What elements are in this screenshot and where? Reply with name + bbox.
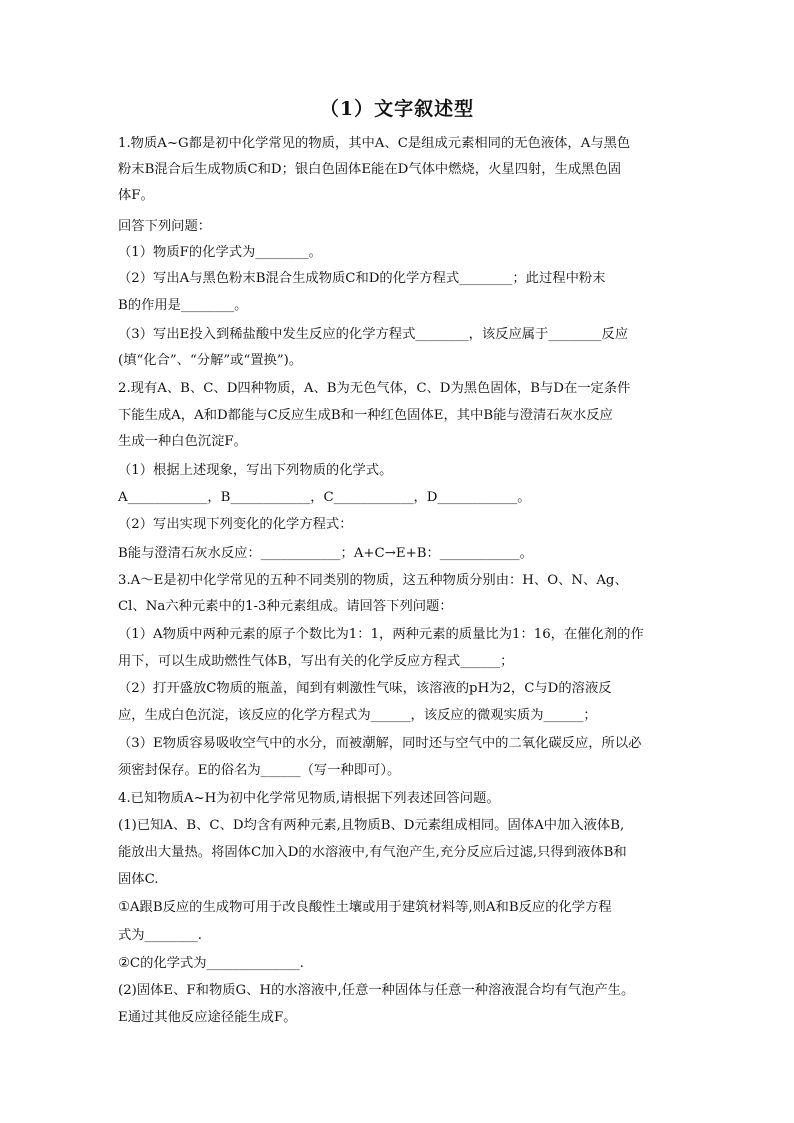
text-line: （3）写出E投入到稀盐酸中发生反应的化学方程式________，该反应属于________反应 (118, 327, 629, 342)
text-line: （2）写出实现下列变化的化学方程式： (118, 517, 353, 532)
text-line: 固体C. (118, 872, 159, 887)
text-line: 3.A～E是初中化学常见的五种不同类别的物质，这五种物质分别由：H、O、N、Ag、 (118, 573, 628, 588)
text-line: （2）打开盛放C物质的瓶盖，闻到有刺激性气味，该溶液的pH为2，C与D的溶液反 (118, 681, 612, 696)
text-line: （1）根据上述现象，写出下列物质的化学式。 (118, 463, 393, 478)
text-line: 粉末B混合后生成物质C和D；银白色固体E能在D气体中燃烧，火星四射，生成黑色固 (118, 162, 622, 177)
text-line: （3）E物质容易吸收空气中的水分，而被潮解，同时还与空气中的二氧化碳反应，所以必 (118, 736, 642, 751)
text-line: 须密封保存。E的俗名为______（写一种即可）。 (118, 763, 401, 778)
text-line: B的作用是________。 (118, 298, 248, 313)
text-line: E通过其他反应途径能生成F。 (118, 1010, 297, 1025)
text-line: （1）A物质中两种元素的原子个数比为1：1，两种元素的质量比为1：16，在催化剂的作 (118, 627, 644, 642)
text-line: 应，生成白色沉淀，该反应的化学方程式为______，该反应的微观实质为______； (118, 708, 597, 723)
text-line: (2)固体E、F和物质G、H的水溶液中,任意一种固体与任意一种溶液混合均有气泡产生。 (118, 983, 635, 998)
text-line: A____________，B____________，C____________，D____________。 (118, 490, 531, 505)
text-line: 能放出大量热。将固体C加入D的水溶液中,有气泡产生,充分反应后过滤,只得到液体B和 (118, 845, 627, 860)
text-line: 1.物质A~G都是初中化学常见的物质，其中A、C是组成元素相同的无色液体，A与黑色 (118, 136, 631, 151)
text-line: (填“化合”、“分解”或“置换”)。 (118, 353, 303, 368)
text-line: 生成一种白色沉淀F。 (118, 434, 247, 449)
text-line: ①A跟B反应的生成物可用于改良酸性土壤或用于建筑材料等,则A和B反应的化学方程 (118, 900, 612, 915)
text-line: 式为________. (118, 928, 203, 943)
text-line: (1)已知A、B、C、D均含有两种元素,且物质B、D元素组成相同。固体A中加入液体B, (118, 818, 625, 833)
text-line: 用下，可以生成助燃性气体B，写出有关的化学反应方程式______； (118, 654, 514, 669)
page-title: （1）文字叙述型 (319, 98, 475, 120)
text-line: Cl、Na六种元素中的1-3种元素组成。请回答下列问题： (118, 599, 453, 614)
text-line: （1）物质F的化学式为________。 (118, 245, 322, 260)
text-line: （2）写出A与黑色粉末B混合生成物质C和D的化学方程式________；此过程中粉末 (118, 271, 606, 286)
text-line: ②C的化学式为______________. (118, 956, 304, 971)
text-line: 体F。 (118, 188, 154, 203)
text-line: B能与澄清石灰水反应：____________；A+C→E+B：____________。 (118, 546, 533, 561)
text-line: 2.现有A、B、C、D四种物质，A、B为无色气体，C、D为黑色固体，B与D在一定条件 (118, 381, 631, 396)
text-line: 回答下列问题： (118, 219, 212, 234)
text-line: 4.已知物质A~H为初中化学常见物质,请根据下列表述回答问题。 (118, 791, 500, 806)
text-line: 下能生成A，A和D都能与C反应生成B和一种红色固体E，其中B能与澄清石灰水反应 (118, 408, 613, 423)
